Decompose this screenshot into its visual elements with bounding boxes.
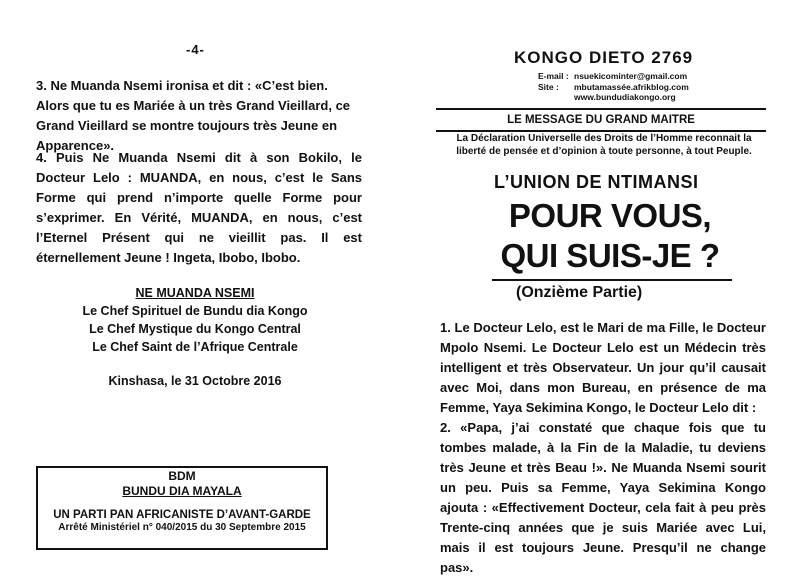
bdm-box — [36, 466, 328, 550]
signature-title: Le Chef Saint de l’Afrique Centrale — [92, 340, 298, 354]
newsletter-header: KONGO DIETO 2769 — [514, 48, 694, 67]
right-page — [400, 0, 800, 576]
signature-block — [60, 284, 330, 388]
site-link[interactable]: www.bundudiakongo.org — [574, 92, 676, 102]
place-date: Kinshasa, le 31 Octobre 2016 — [108, 374, 282, 388]
email-label: E-mail : — [538, 71, 569, 81]
site-label: Site : — [538, 81, 559, 92]
title-rule — [492, 279, 732, 281]
paragraph-2: 2. «Papa, j’ai constaté que chaque fois que tu tombes malade, à la Fin de la Maladie, tu deviens très Jeune et très Beau !». Ne Muanda Nsemi sourit un peu. Puis sa Femme, Yaya Sekimina Kongo ajouta : «Effectivement Docteur, cela fait à peu près Trente-cinq années que je suis Mariée avec Lui, mais il est toujours Jeune. Presqu’il ne change pas». — [440, 420, 766, 575]
left-page — [0, 0, 400, 576]
signature-title: Le Chef Spirituel de Bundu dia Kongo — [82, 304, 308, 318]
paragraph-3: 3. Ne Muanda Nsemi ironisa et dit : «C’est bien. Alors que tu es Mariée à un très Grand Vieillard, ce Grand Vieillard se montre toujours très Jeune en Apparence». — [36, 78, 351, 153]
paragraph-4: 4. Puis Ne Muanda Nsemi dit à son Bokilo, le Docteur Lelo : MUANDA, en nous, c’est le Sans Forme qui prend n’importe quelle Forme pour s’exprimer. En Vérité, MUANDA, en nous, c’est l’Eternel Présent qui ne vieillit pas. Il est éternellement Jeune ! Ingeta, Ibobo, Ibobo. — [36, 150, 362, 265]
page-number: -4- — [186, 42, 205, 57]
bdm-tagline: UN PARTI PAN AFRICANISTE D’AVANT-GARDE — [53, 509, 311, 521]
bdm-arrete: Arrêté Ministériel n° 040/2015 du 30 Septembre 2015 — [58, 522, 306, 533]
email-link[interactable]: nsuekicominter@gmail.com — [574, 71, 688, 81]
site-link[interactable]: mbutamassée.afrikblog.com — [574, 81, 689, 92]
main-title-line: POUR VOUS, — [508, 197, 712, 234]
signature-title: Le Chef Mystique du Kongo Central — [89, 322, 301, 336]
main-title — [480, 196, 740, 276]
declaration: La Déclaration Universelle des Droits de l’Homme reconnait la liberté de pensée et d’opinion à toute personne, à tout Peuple. — [456, 133, 752, 157]
signature-name: NE MUANDA NSEMI — [135, 286, 255, 300]
bdm-title: BDM — [168, 469, 196, 483]
subtitle: (Onzième Partie) — [516, 284, 643, 301]
paragraph-1: 1. Le Docteur Lelo, est le Mari de ma Fille, le Docteur Mpolo Nsemi. Le Docteur Lelo est un Médecin très intelligent et très Observateur. Un jour qu’il causait avec Moi, dans mon Bureau, en présence de ma Femme, Yaya Sekimina Kongo, le Docteur Lelo dit : — [440, 320, 766, 415]
union-heading: L’UNION DE NTIMANSI — [494, 172, 699, 192]
main-title-line: QUI SUIS-JE ? — [500, 237, 720, 274]
bdm-name: BUNDU DIA MAYALA — [122, 484, 242, 498]
message-bar: LE MESSAGE DU GRAND MAITRE — [436, 108, 766, 132]
contact-block — [538, 71, 689, 103]
